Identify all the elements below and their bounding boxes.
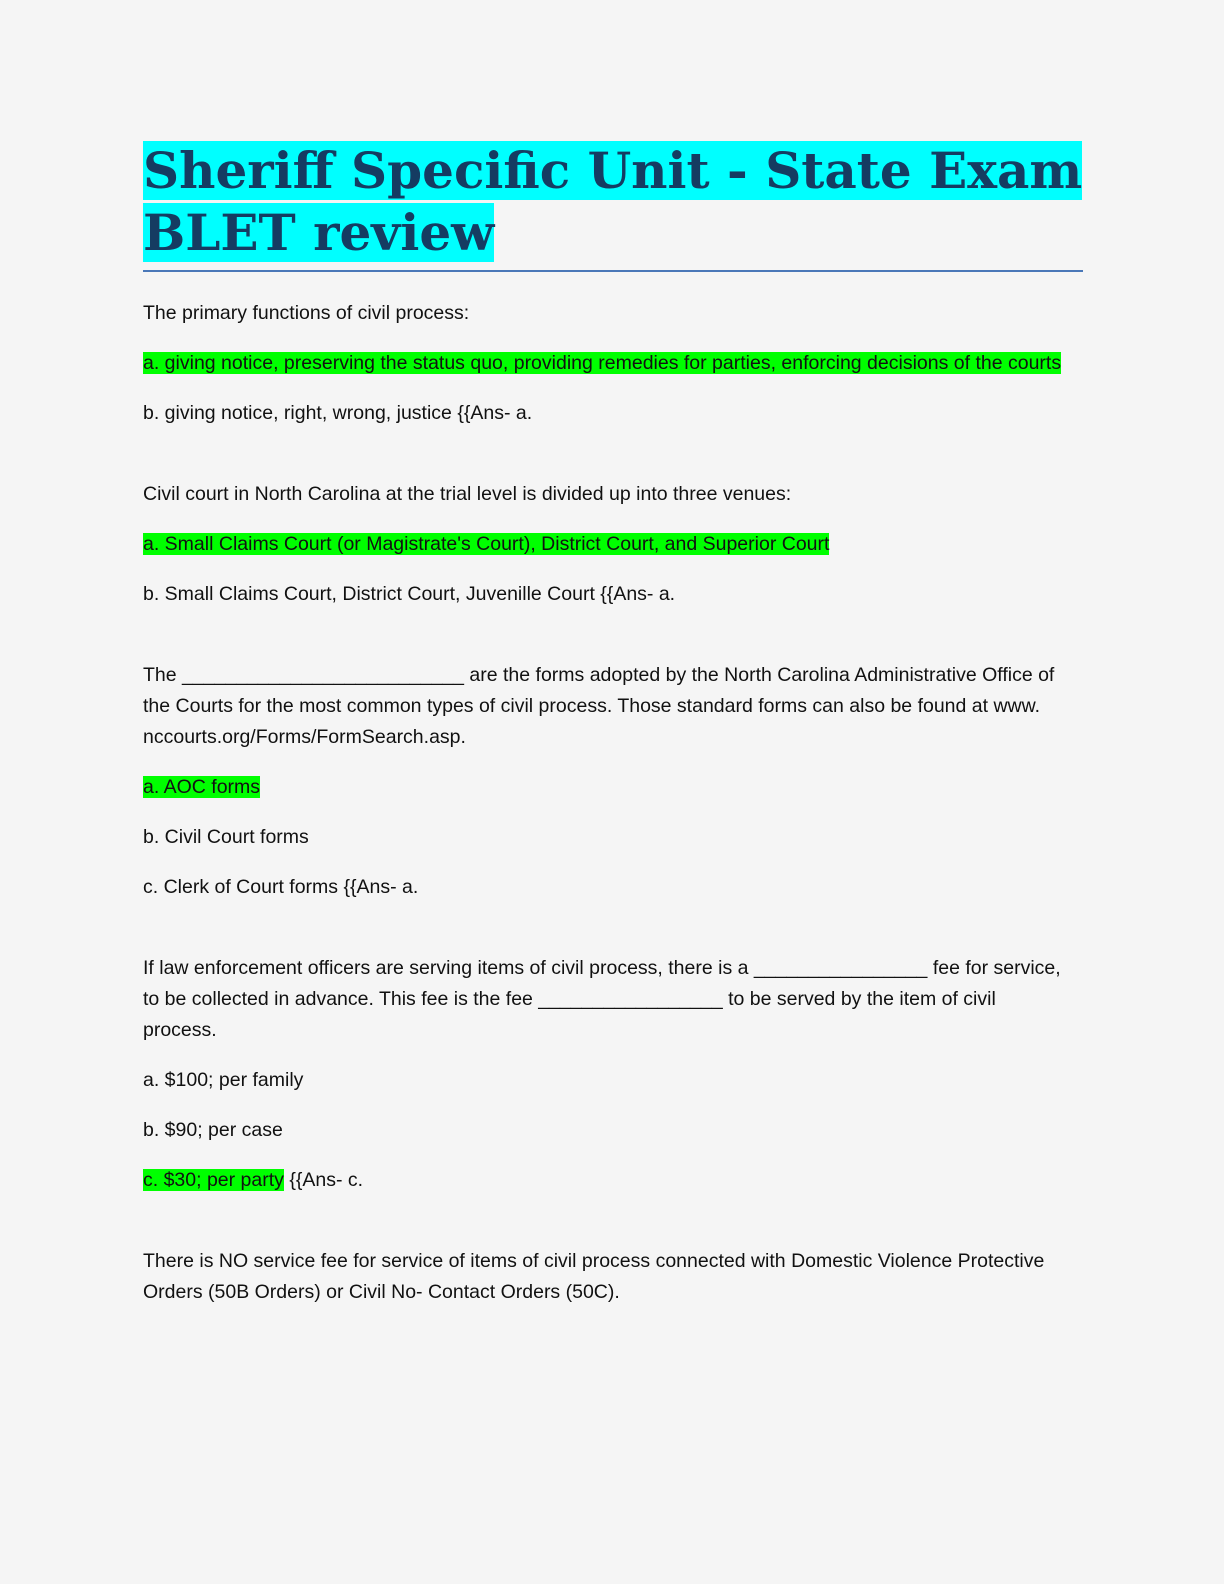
- answer-option: [143, 772, 1073, 803]
- answer-option: c. Clerk of Court forms {{Ans- a.: [143, 876, 419, 898]
- document-body: [143, 298, 1083, 1308]
- correct-answer-highlight: a. giving notice, preserving the status quo, providing remedies for parties, enforcing decisions of the courts: [143, 352, 1062, 374]
- spacer: [143, 610, 1083, 660]
- spacer: [143, 1196, 1083, 1246]
- answer-option: [143, 348, 1073, 379]
- correct-answer-highlight: a. Small Claims Court (or Magistrate's Court), District Court, and Superior Court: [143, 533, 830, 555]
- document-page: [143, 140, 1083, 1308]
- spacer: [143, 429, 1083, 479]
- question-3: [143, 660, 1083, 903]
- answer-option: b. Civil Court forms: [143, 826, 309, 848]
- question-prompt: The primary functions of civil process:: [143, 302, 470, 324]
- answer-option: [143, 529, 1073, 560]
- answer-option: b. Small Claims Court, District Court, Juvenille Court {{Ans- a.: [143, 583, 676, 605]
- question-prompt: The __________________________ are the forms adopted by the North Carolina Administrative Office of the Courts for the most common types of civil process. Those standard forms can also be found at www. nccourts.org/Forms/FormSearch.asp.: [143, 664, 1055, 748]
- title-highlight: Sheriff Specific Unit - State Exam BLET review: [143, 141, 1083, 262]
- document-title: [143, 140, 1083, 272]
- correct-answer-highlight: a. AOC forms: [143, 776, 261, 798]
- answer-option: [143, 1165, 1073, 1196]
- closing-note: There is NO service fee for service of items of civil process connected with Domestic Violence Protective Orders (50B Orders) or Civil No- Contact Orders (50C).: [143, 1250, 1045, 1303]
- question-1: [143, 298, 1083, 429]
- answer-option: a. $100; per family: [143, 1069, 304, 1091]
- correct-answer-highlight: c. $30; per party: [143, 1169, 284, 1191]
- answer-option: b. giving notice, right, wrong, justice {{Ans- a.: [143, 402, 533, 424]
- spacer: [143, 903, 1083, 953]
- answer-key: {{Ans- c.: [283, 1169, 364, 1191]
- answer-option: b. $90; per case: [143, 1119, 283, 1141]
- question-prompt: Civil court in North Carolina at the trial level is divided up into three venues:: [143, 483, 792, 505]
- question-4: [143, 953, 1083, 1196]
- question-prompt: If law enforcement officers are serving items of civil process, there is a ________________ fee for service, to be collected in advance. This fee is the fee _________________ to be served by the item of civil process.: [143, 957, 1061, 1041]
- question-2: [143, 479, 1083, 610]
